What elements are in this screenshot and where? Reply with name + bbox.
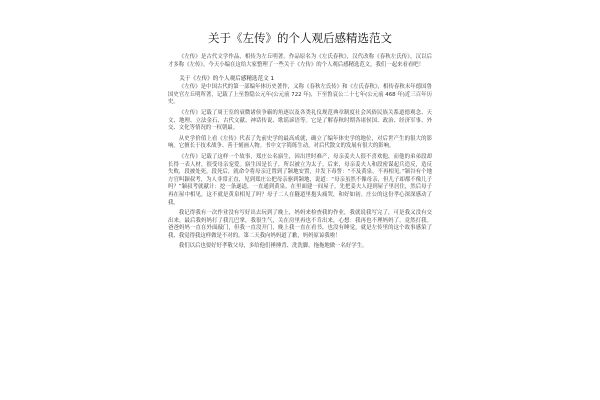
section-heading: 关于《左传》的个人观后感精选范文 1 <box>179 76 275 83</box>
body-paragraph: 从史学价值上看《左传》代表了先前史学的最高成就，确立了编年体史学的地位，对后世产生的很大的影响。它擅长于技术战争、善于刻画人物。书中文字简练生动，对后代散文的发展有很大的影响。 <box>168 135 432 150</box>
body-paragraph: 《左传》记载了这样一个故事，郑庄公名寤生，因出世时难产，母亲姜夫人很不喜欢他，而他的弟弟段却长得一表人材，很受母亲宠爱。寤生因是长子，所以被立为太子。后来，母亲姜夫人和段密谋起兵造反，造反失败，段被处死，段死后，就命令将母亲迁置到了颍地安置，并发下毒誓：“不及黄泉，不再相见。”颍谷有个地方官叫颖叔考，为人非常正直，见到郑庄公把母亲驱到颍地，说道：“母亲虽然不像母亲，但儿子却都不像儿子吗？”颖叔考就献计：挖一条遂道，一直通到黄泉，在里面建一间屋子，先把姜夫人迎到屋子里居住，然后母子再在屋中相见，这不就是黄泉相见了吗？母子二人在隧道里抱头痛哭，和好如初。庄公的这份孝心深深感动了我。 <box>168 153 432 206</box>
body-paragraph: 我记得我有一次作业没有写好出去玩到了晚上，妈妈来检查我的作业，我就说我写完了，可是我又没有交出来，最后我妈妈打了我几巴掌，我很生气，关在房里再也不肯出来，心想：我再也不理妈妈了，竟然打我。爸爸妈妈一直在外面敲门，但我一直没开门，晚上我一直在看书，也没有睡觉，就是左传里的这个故事感染了我，我觉得我这样做是不对的。第二天我向妈妈道了歉，妈妈原谅我啦！ <box>168 210 432 239</box>
body-paragraph: 《左传》是中国古代的第一部编年体历史著作，又称《春秋左氏传》和《左氏春秋》，相传春秋末年德国鲁国史官左丘明所著，记载了上至鲁隐公元年(公元前 722 年)，下至鲁哀公二十七年(公元前 468 年)近三百年历史。 <box>168 84 432 106</box>
document-title: 关于《左传》的个人观后感精选范文 <box>208 31 392 45</box>
body-paragraph: 我们以后也要好好孝敬父母，多给他们捶捶背、洗洗脚，拖拖地做一名好学生。 <box>178 243 368 250</box>
intro-paragraph: 《左传》是古代文学作品，相传为左丘明著。作品原名为《左氏春秋》，汉代改称《春秋左氏传》，汉以后才多称《左传》。今天小编在这给大家整理了一些关于《左传》的个人观后感精选范文，我们一起来看看吧！ <box>168 54 432 68</box>
document-page <box>158 16 442 386</box>
body-paragraph: 《左传》记载了周王室的衰微诸侯争霸的角逐以及各类礼仪规范典章制度社会风俗民族关系道德观念、天文、地理、立法金石、古代文献、神话传说、歌谣谚语等。它是了解春秋时期各诸侯国、政治、经济军事、外交、文化等情况的一权朝最。 <box>168 109 432 132</box>
